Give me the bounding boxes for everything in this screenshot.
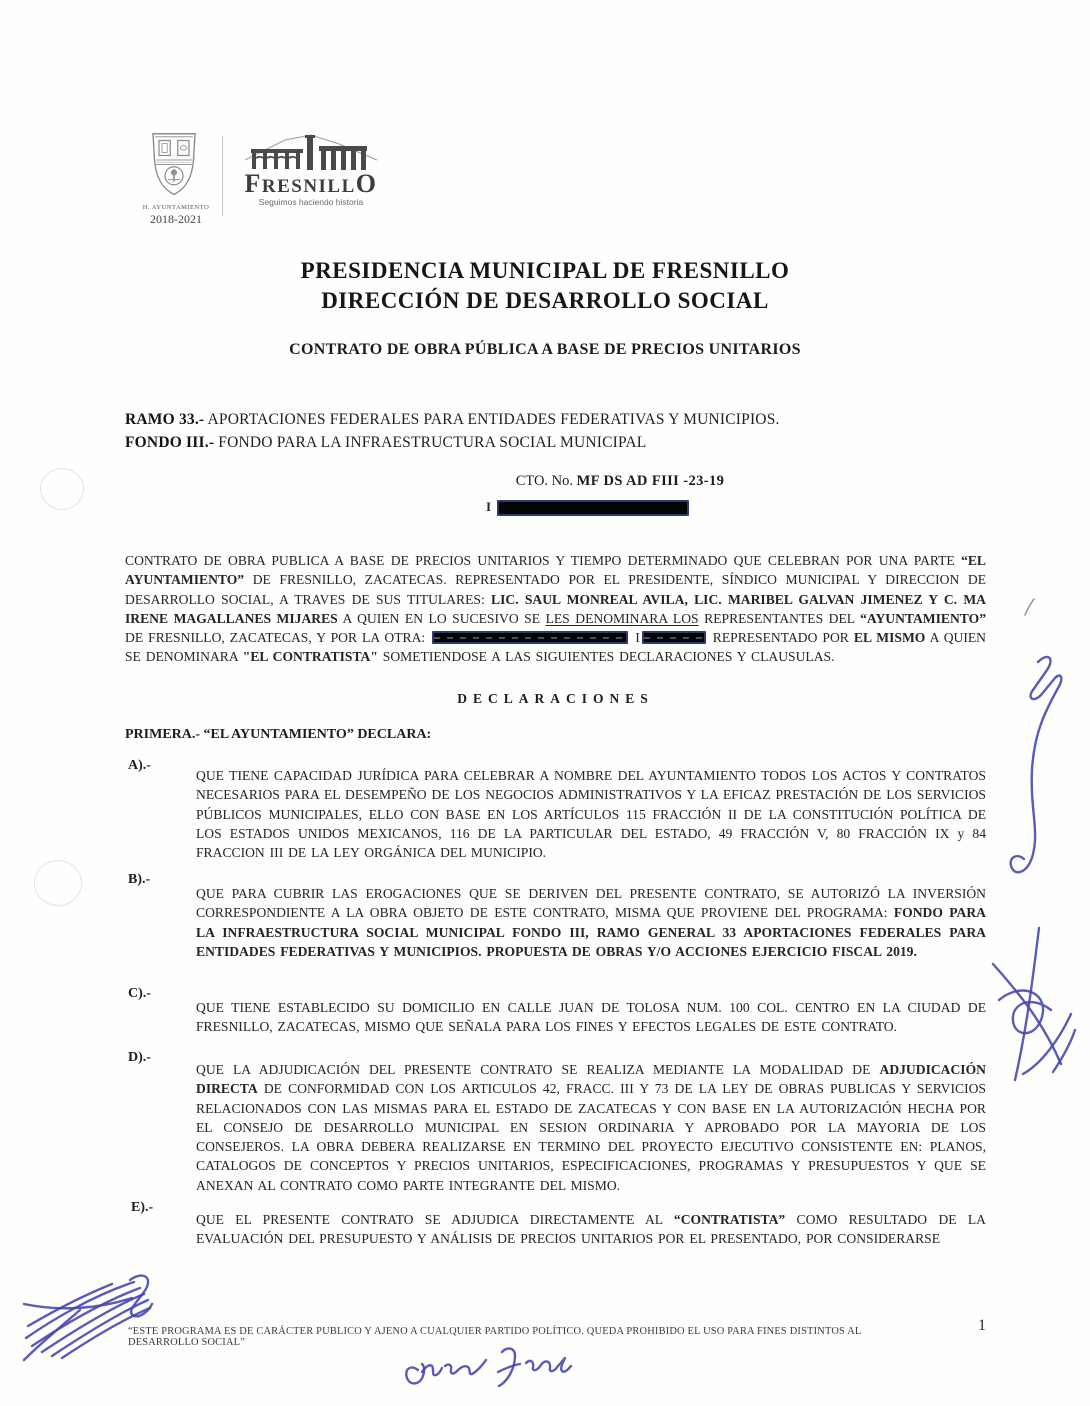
cto-redaction-prefix: I — [486, 499, 492, 514]
page-number: 1 — [978, 1317, 986, 1334]
coat-of-arms-years: 2018-2021 — [150, 212, 202, 226]
declaration-text-c: QUE TIENE ESTABLECIDO SU DOMICILIO EN CALLE JUAN DE TOLOSA NUM. 100 COL. CENTRO EN LA CIUDAD DE FRESNILLO, ZACATECAS, MISMO QUE SEÑALA PARA LOS FINES Y EFECTOS LEGALES DE ESTE CONTRATO. — [196, 1000, 986, 1035]
ramo-line — [125, 408, 987, 431]
declaration-label-b: B).- — [128, 872, 151, 887]
declaration-label-d: D).- — [128, 1050, 151, 1065]
declaration-text-d: QUE LA ADJUDICACIÓN DEL PRESENTE CONTRATO SE REALIZA MEDIANTE LA MODALIDAD DE ADJUDICACIÓN DIRECTA DE CONFORMIDAD CON LOS ARTICULOS 42, FRACC. III Y 73 DE LA LEY DE OBRAS PUBLICAS Y SERVICIOS RELACIONADOS CON LAS MISMAS PARA EL ESTADO DE ZACATECAS Y CON BASE EN LA AUTORIZACIÓN HECHA POR EL CONSEJO DE DESARROLLO MUNICIPAL EN SESION ORDINARIA Y APROBADO POR LA MAYORIA DE LOS CONSEJEROS. LA OBRA DEBERA REALIZARSE EN TERMINO DEL PROYECTO EJECUTIVO CONSISTENTE EN: PLANOS, CATALOGOS DE CONCEPTOS Y PRECIOS UNITARIOS, ESPECIFICACIONES, PROGRAMAS Y PRESUPUESTOS Y QUE SE ANEXAN AL CONTRATO COMO PARTE INTEGRANTE DEL MISMO. — [196, 1062, 986, 1193]
ramo-label: RAMO 33.- — [125, 411, 205, 428]
cto-number: MF DS AD FIII -23-19 — [576, 473, 725, 489]
coat-of-arms-icon — [138, 130, 210, 202]
margin-signature-bottom — [983, 922, 1083, 1087]
primera-heading: PRIMERA.- “EL AYUNTAMIENTO” DECLARA: — [125, 727, 432, 742]
logo-divider — [222, 136, 223, 216]
contract-number-line — [0, 473, 1090, 490]
redaction-bar — [642, 631, 706, 644]
intro-paragraph: CONTRATO DE OBRA PUBLICA A BASE DE PRECIOS UNITARIOS Y TIEMPO DETERMINADO QUE CELEBRAN POR UNA PARTE “EL AYUNTAMIENTO” DE FRESNILLO, ZACATECAS. REPRESENTADO POR EL PRESIDENTE, SÍNDICO MUNICIPAL Y DIRECCION DE DESARROLLO SOCIAL, A TRAVES DE SUS TITULARES: LIC. SAUL MONREAL AVILA, LIC. MARIBEL GALVAN JIMENEZ Y C. MA IRENE MAGALLANES MIJARES A QUIEN EN LO SUCESIVO SE LES DENOMINARA LOS REPRESENTANTES DEL “AYUNTAMIENTO” DE FRESNILLO, ZACATECAS, Y POR LA OTRA: I REPRESENTADO POR EL MISMO A QUIEN SE DENOMINARA "EL CONTRATISTA" SOMETIENDOSE A LAS SIGUIENTES DECLARACIONES Y CLAUSULAS. — [125, 553, 986, 665]
signature-scribble-bottom-left — [22, 1268, 172, 1366]
stray-pen-mark — [1022, 598, 1036, 618]
declaration-text-b: QUE PARA CUBRIR LAS EROGACIONES QUE SE DERIVEN DEL PRESENTE CONTRATO, SE AUTORIZÓ LA INVERSIÓN CORRESPONDIENTE A LA OBRA OBJETO DE ESTE CONTRATO, MISMA QUE PROVIENE DEL PROGRAMA: FONDO PARA LA INFRAESTRUCTURA SOCIAL MUNICIPAL FONDO III, RAMO GENERAL 33 APORTACIONES FEDERALES PARA ENTIDADES FEDERATIVAS Y MUNICIPIOS. PROPUESTA DE OBRAS Y/O ACCIONES EJERCICIO FISCAL 2019. — [196, 886, 986, 959]
program-lines — [125, 408, 987, 454]
wordmark-o: O — [355, 169, 378, 198]
ramo-text: APORTACIONES FEDERALES PARA ENTIDADES FEDERATIVAS Y MUNICIPIOS. — [204, 411, 780, 428]
cto-label: CTO. No. — [515, 473, 577, 489]
declaration-label-e: E).- — [131, 1200, 154, 1215]
coat-of-arms-caption: H. AYUNTAMIENTO — [142, 204, 210, 211]
wordmark-f: F — [244, 169, 262, 198]
redaction-bar — [432, 631, 628, 644]
page-title-line2: DIRECCIÓN DE DESARROLLO SOCIAL — [321, 288, 769, 313]
fondo-line — [125, 431, 987, 454]
fresnillo-wordmark — [236, 169, 386, 198]
declaration-label-c: C).- — [128, 986, 151, 1001]
fondo-text: FONDO PARA LA INFRAESTRUCTURA SOCIAL MUNICIPAL — [214, 434, 647, 451]
footer-disclaimer: “ESTE PROGRAMA ES DE CARÁCTER PUBLICO Y AJENO A CUALQUIER PARTIDO POLÍTICO. QUEDA PROHIBIDO EL USO PARA FINES DISTINTOS AL DESARROLLO SOCIAL” — [128, 1326, 862, 1348]
fresnillo-tagline: Seguimos haciendo historia — [258, 197, 364, 207]
declaration-text-a: QUE TIENE CAPACIDAD JURÍDICA PARA CELEBRAR A NOMBRE DEL AYUNTAMIENTO TODOS LOS ACTOS Y CONTRATOS NECESARIOS PARA EL DESEMPEÑO DE LOS NEGOCIOS ADMINISTRATIVOS Y LA EFICAZ PRESTACIÓN DE LOS SERVICIOS PÚBLICOS MUNICIPALES, ELLO CON BASE EN LOS ARTÍCULOS 115 FRACCIÓN II DE LA CONSTITUCIÓN POLÍTICA DE LOS ESTADOS UNIDOS MEXICANOS, 116 DE LA PARTICULAR DEL ESTADO, 49 FRACCIÓN V, 80 FRACCIÓN IX y 84 FRACCION III DE LA LEY ORGÁNICA DEL MUNICIPIO. — [196, 768, 986, 861]
punch-hole-top — [40, 468, 84, 510]
punch-hole-bottom — [34, 860, 82, 906]
fresnillo-bridge-icon — [241, 132, 381, 172]
header-logos — [138, 128, 388, 233]
page-title-line1: PRESIDENCIA MUNICIPAL DE FRESNILLO — [300, 258, 790, 283]
declaraciones-heading: DECLARACIONES — [457, 691, 654, 706]
wordmark-mid: RESNILL — [261, 176, 356, 197]
fondo-label: FONDO III.- — [125, 434, 215, 451]
declaration-text-e: QUE EL PRESENTE CONTRATO SE ADJUDICA DIRECTAMENTE AL “CONTRATISTA” COMO RESULTADO DE LA EVALUACIÓN DEL PRESUPUESTO Y ANÁLISIS DE PRECIOS UNITARIOS POR EL PRESENTADO, POR CONSIDERARSE — [196, 1212, 987, 1247]
fresnillo-logo — [236, 132, 386, 207]
declaration-label-a: A).- — [128, 758, 151, 773]
margin-signature-top — [998, 648, 1073, 893]
redaction-bar-contract-party — [497, 500, 689, 516]
contract-subtitle: CONTRATO DE OBRA PÚBLICA A BASE DE PRECIOS UNITARIOS — [289, 341, 801, 358]
